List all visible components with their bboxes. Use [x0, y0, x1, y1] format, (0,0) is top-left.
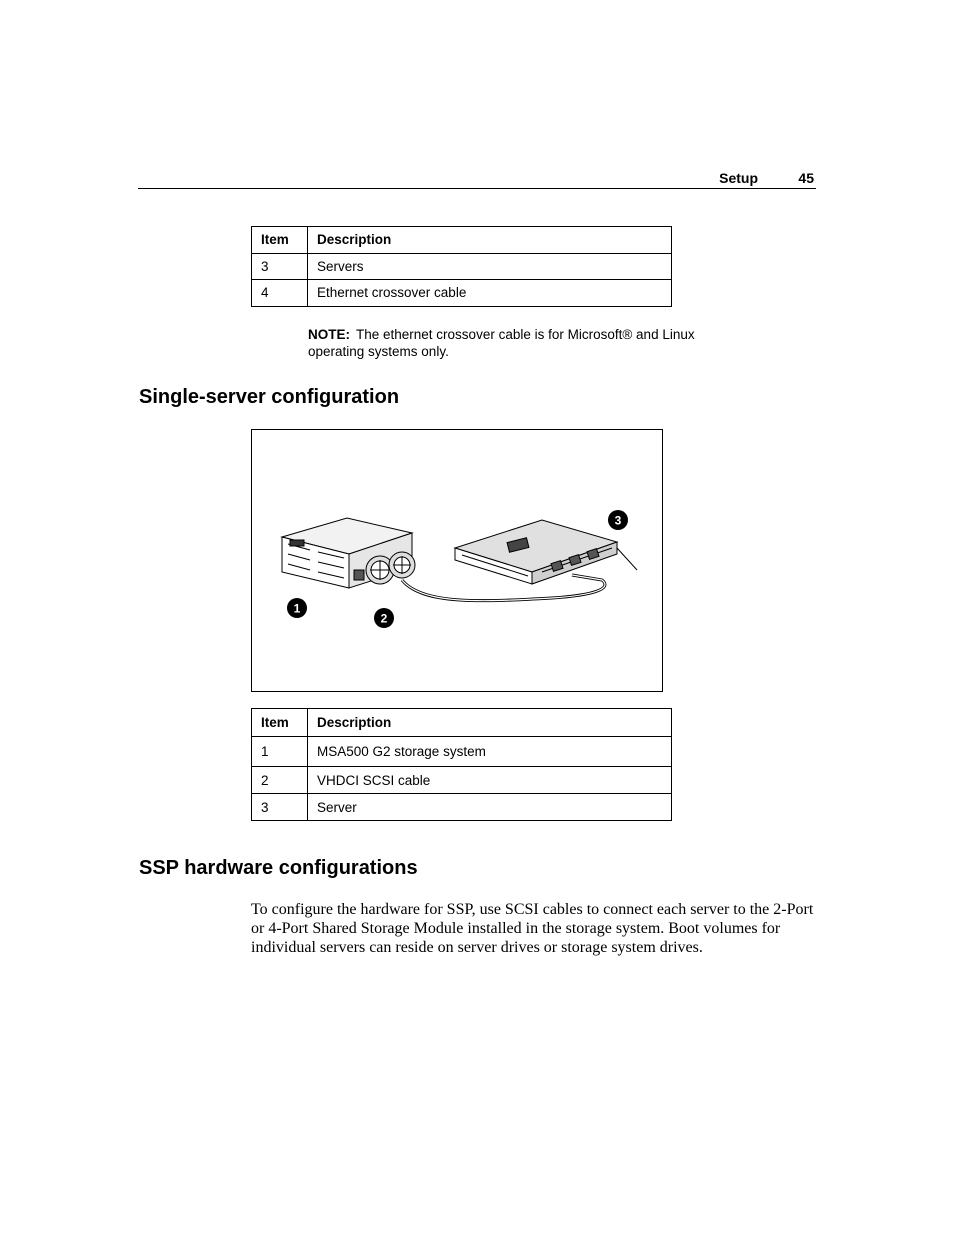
item-table-top [251, 226, 672, 307]
item-description: MSA500 G2 storage system [308, 737, 672, 767]
page-header [138, 168, 816, 189]
note [308, 326, 728, 360]
section-heading-ssp: SSP hardware configurations [139, 857, 418, 879]
item-number: 1 [252, 737, 308, 767]
table-row [252, 280, 672, 307]
item-number: 4 [252, 280, 308, 307]
svg-text:2: 2 [380, 611, 388, 626]
page-number: 45 [798, 170, 814, 186]
item-number: 3 [252, 253, 308, 280]
table-row [252, 253, 672, 280]
item-number: 3 [252, 794, 308, 821]
col-header-item: Item [252, 709, 308, 737]
item-number: 2 [252, 767, 308, 794]
svg-text:3: 3 [614, 513, 622, 528]
col-header-description: Description [308, 227, 672, 254]
body-paragraph: To configure the hardware for SSP, use SCSI cables to connect each server to the 2-Port or 4-Port Shared Storage Module installed in the storage system. Boot volumes for individual servers can reside on server drives or storage system drives. [251, 901, 814, 957]
col-header-description: Description [308, 709, 672, 737]
table-row [252, 737, 672, 767]
server-drawing [455, 520, 637, 584]
item-table-figure [251, 708, 672, 821]
item-description: VHDCI SCSI cable [308, 767, 672, 794]
item-description: Servers [308, 253, 672, 280]
section-heading-single-server: Single-server configuration [139, 386, 400, 408]
table-row [252, 767, 672, 794]
note-text: The ethernet crossover cable is for Microsoft® and Linux operating systems only. [308, 327, 695, 359]
callout-3 [608, 510, 628, 530]
header-section: Setup [719, 170, 758, 186]
table-row [252, 794, 672, 821]
col-header-item: Item [252, 227, 308, 254]
scsi-cable [402, 575, 605, 601]
storage-system-drawing [282, 518, 415, 588]
table-header-row [252, 709, 672, 737]
note-label: NOTE: [308, 327, 350, 342]
item-description: Server [308, 794, 672, 821]
svg-text:1: 1 [293, 601, 301, 616]
callout-1 [287, 598, 307, 618]
hardware-illustration [252, 430, 662, 691]
table-header-row [252, 227, 672, 254]
configuration-figure [251, 429, 663, 692]
item-description: Ethernet crossover cable [308, 280, 672, 307]
callout-2 [374, 608, 394, 628]
